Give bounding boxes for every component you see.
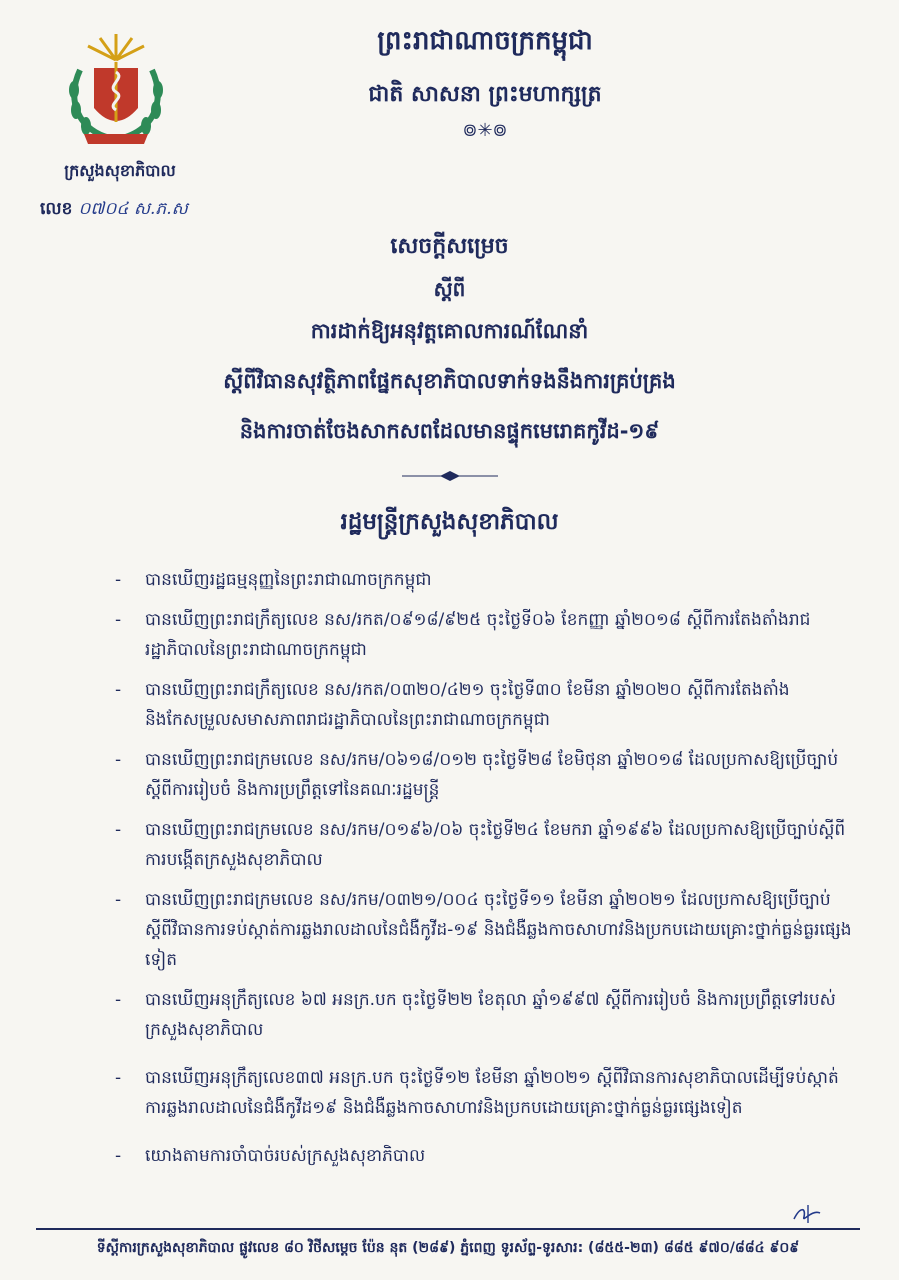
national-motto: ជាតិ សាសនា ព្រះមហាក្សត្រ (368, 82, 602, 107)
footer-rule (36, 1228, 860, 1230)
list-dash: - (115, 1146, 122, 1166)
list-item (115, 885, 855, 975)
handwritten-initial (790, 1203, 824, 1225)
list-item-text: បានឃើញព្រះរាជក្រមលេខ នស/រកម/០៣២១/០០៤ ចុះថ្ងៃទី១១ ខែមីនា ឆ្នាំ២០២១ ដែលប្រកាសឱ្យប្រើច្បាប់ស្តីពីវិធានការទប់ស្កាត់ការឆ្លងរាលដាលនៃជំងឺកូវីដ-១៩ និងជំងឺឆ្លងកាចសាហាវនិងប្រកបដោយគ្រោះថ្នាក់ធ្ងន់ធ្ងរផ្សេងទៀត (145, 890, 852, 970)
list-item (115, 565, 855, 595)
list-item (115, 675, 855, 735)
list-dash: - (115, 1068, 122, 1088)
list-item-text: បានឃើញព្រះរាជក្រឹត្យលេខ នស/រកត/០៣២០/៤២១ ចុះថ្ងៃទី៣០ ខែមីនា ឆ្នាំ២០២០ ស្តីពីការតែងតាំង និងកែសម្រួលសមាសភាពរាជរដ្ឋាភិបាលនៃព្រះរាជាណាចក្រកម្ពុជា (145, 680, 790, 730)
list-item-text: បានឃើញព្រះរាជក្រមលេខ នស/រកម/០៦១៨/០១២ ចុះថ្ងៃទី២៨ ខែមិថុនា ឆ្នាំ២០១៨ ដែលប្រកាសឱ្យប្រើច្បាប់ស្តីពីការរៀបចំ និងការប្រព្រឹត្តទៅនៃគណៈរដ្ឋមន្ត្រី (145, 750, 839, 800)
decision-title: សេចក្តីសម្រេច (390, 234, 509, 259)
kingdom-heading: ព្រះរាជាណាចក្រកម្ពុជា (377, 26, 593, 56)
list-item (115, 1063, 855, 1123)
title-divider-ornament (400, 470, 500, 482)
title-subject-3: និងការចាត់ចែងសាកសពដែលមានផ្ទុកមេរោគកូវីដ-១៩ (239, 419, 660, 443)
list-item-text: បានឃើញអនុក្រឹត្យលេខ៣៧ អនក្រ.បក ចុះថ្ងៃទី១២ ខែមីនា ឆ្នាំ២០២១ ស្តីពីវិធានការសុខាភិបាលដើម្បីទប់ស្កាត់ការឆ្លងរាលដាលនៃជំងឺកូវីដ១៩ និងជំងឺឆ្លងកាចសាហាវនិងប្រកបដោយគ្រោះថ្នាក់ធ្ងន់ធ្ងរផ្សេងទៀត (145, 1068, 839, 1118)
list-dash: - (115, 680, 122, 700)
footer-address: ទីស្តីការក្រសួងសុខាភិបាល ផ្លូវលេខ ៨០ វិថីសម្តេច ប៉ែន នុត (២៨៩) ភ្នំពេញ ទូរស័ព្ទ-ទូរសារ: (៨៥៥-២៣) ៨៨៥ ៩៧០/៨៨៤ ៩០៩ (96, 1240, 800, 1256)
list-item-text: បានឃើញអនុក្រឹត្យលេខ ៦៧ អនក្រ.បក ចុះថ្ងៃទី២២ ខែតុលា ឆ្នាំ១៩៩៧ ស្តីពីការរៀបចំ និងការប្រព្រឹត្តទៅរបស់ក្រសួងសុខាភិបាល (145, 990, 836, 1040)
list-item (115, 815, 855, 875)
list-dash: - (115, 570, 122, 590)
list-item-text: បានឃើញព្រះរាជក្រមលេខ នស/រកម/០១៩៦/០៦ ចុះថ្ងៃទី២៤ ខែមករា ឆ្នាំ១៩៩៦ ដែលប្រកាសឱ្យប្រើច្បាប់ស្តីពីការបង្កើតក្រសួងសុខាភិបាល (145, 820, 846, 870)
list-item-text: បានឃើញរដ្ឋធម្មនុញ្ញនៃព្រះរាជាណាចក្រកម្ពុជា (145, 570, 432, 590)
motto-ornament: ៙✳៙ (462, 120, 508, 141)
reference-label: លេខ (40, 199, 73, 219)
list-item-text: យោងតាមការចាំបាច់របស់ក្រសួងសុខាភិបាល (145, 1146, 426, 1166)
title-subject-1: ការដាក់ឱ្យអនុវត្តគោលការណ៍ណែនាំ (310, 319, 589, 343)
list-item-text: បានឃើញព្រះរាជក្រឹត្យលេខ នស/រកត/០៩១៨/៩២៥ ចុះថ្ងៃទី០៦ ខែកញ្ញា ឆ្នាំ២០១៨ ស្តីពីការតែងតាំងរាជរដ្ឋាភិបាលនៃព្រះរាជាណាចក្រកម្ពុជា (145, 610, 811, 660)
list-dash: - (115, 610, 122, 630)
reference-number (40, 198, 188, 223)
title-on: ស្តីពី (433, 277, 466, 301)
list-dash: - (115, 750, 122, 770)
list-dash: - (115, 890, 122, 910)
list-item (115, 1141, 855, 1171)
minister-heading: រដ្ឋមន្ត្រីក្រសួងសុខាភិបាល (340, 509, 559, 535)
considerations-list (115, 565, 855, 1181)
title-subject-2: ស្តីពីវិធានសុវត្ថិភាពផ្នែកសុខាភិបាលទាក់ទងនឹងការគ្រប់គ្រង (223, 369, 676, 393)
list-item (115, 985, 855, 1045)
list-dash: - (115, 990, 122, 1010)
list-dash: - (115, 820, 122, 840)
reference-handwritten: ០៧០៤ ស.ភ.ស (78, 199, 188, 219)
ministry-of-health-logo (60, 30, 172, 150)
list-item (115, 605, 855, 665)
list-item (115, 745, 855, 805)
ministry-name: ក្រសួងសុខាភិបាល (64, 161, 176, 180)
